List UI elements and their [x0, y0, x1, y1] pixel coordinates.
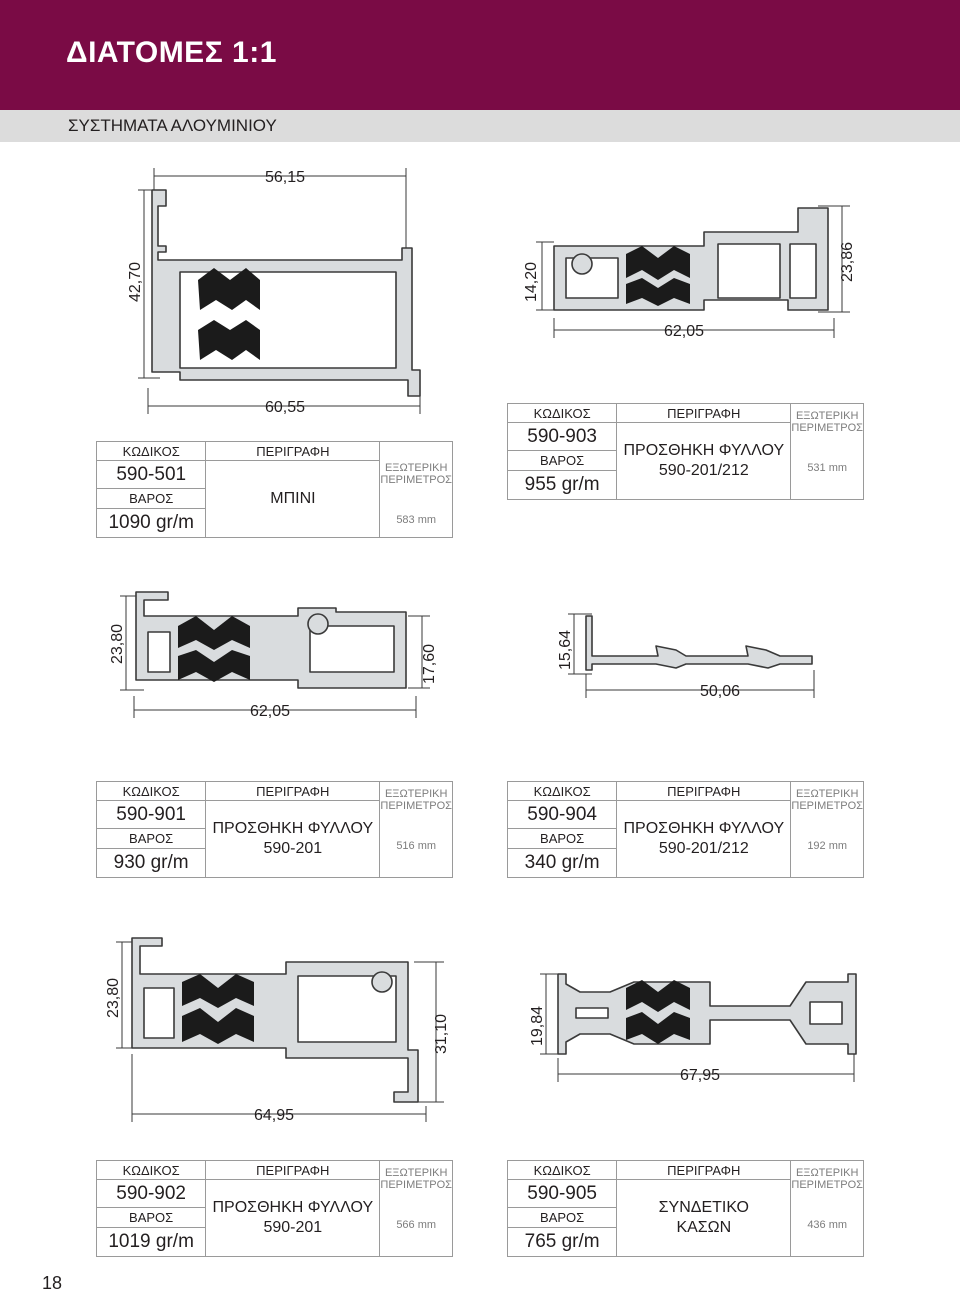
dimension-vertical-right: 31,10	[433, 1013, 450, 1054]
profile-section	[136, 592, 406, 688]
dimension-vertical-right: 23,86	[839, 241, 856, 282]
weight-label: ΒΑΡΟΣ	[508, 1208, 617, 1228]
code-header: ΚΩΔΙΚΟΣ	[508, 1161, 617, 1180]
perimeter-label-1: ΕΞΩΤΕΡΙΚΗ	[795, 410, 859, 422]
weight-label: ΒΑΡΟΣ	[97, 1208, 206, 1228]
subtitle-bar	[0, 110, 960, 142]
perimeter-label-1: ΕΞΩΤΕΡΙΚΗ	[384, 462, 448, 474]
perimeter-value: 566 mm	[396, 1219, 437, 1231]
page-number: 18	[42, 1273, 63, 1293]
profile-weight: 955 gr/m	[508, 471, 617, 500]
profile-code: 590-904	[508, 801, 617, 829]
page-header	[0, 0, 960, 110]
profile-section	[554, 208, 828, 310]
profile-code: 590-903	[508, 423, 617, 451]
description-line-1: ΣΥΝΔΕΤΙΚΟ	[658, 1199, 749, 1216]
profile-table-590-905	[507, 1160, 864, 1257]
profile-table-590-901	[96, 781, 453, 878]
perimeter-label-2: ΠΕΡΙΜΕΤΡΟΣ	[380, 474, 452, 486]
profile-code: 590-902	[97, 1180, 206, 1208]
profile-code: 590-901	[97, 801, 206, 829]
profile-code: 590-501	[97, 461, 206, 489]
description-line-2: 590-201/212	[658, 840, 749, 857]
dimension-vertical-right: 17,60	[421, 643, 438, 684]
profile-description	[206, 461, 380, 538]
dimension-horizontal: 67,95	[680, 1067, 721, 1084]
code-header: ΚΩΔΙΚΟΣ	[508, 404, 617, 423]
dimension-vertical-left: 14,20	[523, 261, 540, 302]
description-header: ΠΕΡΙΓΡΑΦΗ	[617, 782, 791, 801]
code-header: ΚΩΔΙΚΟΣ	[508, 782, 617, 801]
description-header: ΠΕΡΙΓΡΑΦΗ	[617, 404, 791, 423]
profile-drawing-590-905	[510, 968, 870, 1088]
perimeter-cell	[791, 782, 864, 878]
perimeter-value: 531 mm	[807, 462, 848, 474]
perimeter-cell	[791, 404, 864, 500]
profile-description	[617, 423, 791, 500]
dimension-horizontal: 62,05	[250, 703, 291, 720]
description-line-2: 590-201	[263, 840, 323, 857]
dimension-vertical: 19,84	[529, 1005, 546, 1046]
profile-section	[132, 938, 418, 1102]
perimeter-value: 436 mm	[807, 1219, 848, 1231]
description-header: ΠΕΡΙΓΡΑΦΗ	[206, 442, 380, 461]
perimeter-label-2: ΠΕΡΙΜΕΤΡΟΣ	[380, 1179, 452, 1191]
profile-hook	[308, 614, 328, 634]
perimeter-value: 583 mm	[396, 514, 437, 526]
description-header: ΠΕΡΙΓΡΑΦΗ	[206, 1161, 380, 1180]
profile-section	[586, 616, 812, 670]
profile-drawing-590-501	[120, 160, 440, 420]
profile-code: 590-905	[508, 1180, 617, 1208]
description-line-2: ΚΑΣΩΝ	[676, 1219, 732, 1236]
perimeter-cell	[380, 1161, 453, 1257]
profile-table-590-902	[96, 1160, 453, 1257]
perimeter-label-1: ΕΞΩΤΕΡΙΚΗ	[795, 788, 859, 800]
dimension-horizontal: 60,55	[265, 399, 306, 416]
perimeter-label-2: ΠΕΡΙΜΕΤΡΟΣ	[791, 800, 863, 812]
page-title: ΔΙΑΤΟΜΕΣ 1:1	[66, 36, 277, 69]
description-header: ΠΕΡΙΓΡΑΦΗ	[206, 782, 380, 801]
profile-hook	[372, 972, 392, 992]
perimeter-cell	[380, 442, 453, 538]
profile-weight: 930 gr/m	[97, 849, 206, 878]
dimension-vertical-left: 23,80	[109, 623, 126, 664]
dimension-horizontal: 50,06	[700, 683, 741, 700]
profile-description	[206, 801, 380, 878]
code-header: ΚΩΔΙΚΟΣ	[97, 442, 206, 461]
dimension-horizontal: 62,05	[664, 323, 705, 340]
description-line-2: 590-201/212	[658, 462, 749, 479]
weight-label: ΒΑΡΟΣ	[97, 489, 206, 509]
profile-table-590-501	[96, 441, 453, 538]
weight-label: ΒΑΡΟΣ	[97, 829, 206, 849]
dimension-top: 56,15	[265, 169, 306, 186]
perimeter-label-1: ΕΞΩΤΕΡΙΚΗ	[384, 1167, 448, 1179]
profile-description	[617, 1180, 791, 1257]
page-subtitle: ΣΥΣΤΗΜΑΤΑ ΑΛΟΥΜΙΝΙΟΥ	[68, 116, 277, 135]
description-line-1: ΠΡΟΣΘΗΚΗ ΦΥΛΛΟΥ	[623, 442, 785, 459]
profile-weight: 1019 gr/m	[97, 1228, 206, 1257]
perimeter-label-1: ΕΞΩΤΕΡΙΚΗ	[795, 1167, 859, 1179]
profile-drawing-590-901	[104, 576, 454, 721]
profile-description	[617, 801, 791, 878]
description-line-1: ΠΡΟΣΘΗΚΗ ΦΥΛΛΟΥ	[623, 820, 785, 837]
dimension-vertical: 15,64	[557, 629, 574, 670]
profile-section	[558, 974, 856, 1054]
profile-section	[152, 190, 420, 396]
description-line-2: 590-201	[263, 1219, 323, 1236]
perimeter-label-2: ΠΕΡΙΜΕΤΡΟΣ	[791, 422, 863, 434]
profile-drawing-590-904	[552, 610, 822, 705]
profile-weight: 765 gr/m	[508, 1228, 617, 1257]
description-line-1: ΜΠΙΝΙ	[270, 490, 316, 507]
perimeter-label-2: ΠΕΡΙΜΕΤΡΟΣ	[380, 800, 452, 812]
perimeter-cell	[380, 782, 453, 878]
weight-label: ΒΑΡΟΣ	[508, 451, 617, 471]
description-line-1: ΠΡΟΣΘΗΚΗ ΦΥΛΛΟΥ	[212, 1199, 374, 1216]
thermal-break	[198, 268, 260, 360]
perimeter-cell	[791, 1161, 864, 1257]
profile-description	[206, 1180, 380, 1257]
profile-weight: 340 gr/m	[508, 849, 617, 878]
description-line-1: ΠΡΟΣΘΗΚΗ ΦΥΛΛΟΥ	[212, 820, 374, 837]
profile-hook	[572, 254, 592, 274]
profile-table-590-903	[507, 403, 864, 500]
weight-label: ΒΑΡΟΣ	[508, 829, 617, 849]
profile-weight: 1090 gr/m	[97, 509, 206, 538]
profile-drawing-590-903	[508, 200, 858, 350]
description-header: ΠΕΡΙΓΡΑΦΗ	[617, 1161, 791, 1180]
profile-table-590-904	[507, 781, 864, 878]
perimeter-label-1: ΕΞΩΤΕΡΙΚΗ	[384, 788, 448, 800]
perimeter-label-2: ΠΕΡΙΜΕΤΡΟΣ	[791, 1179, 863, 1191]
code-header: ΚΩΔΙΚΟΣ	[97, 782, 206, 801]
dimension-vertical: 42,70	[127, 261, 144, 302]
perimeter-value: 192 mm	[807, 840, 848, 852]
dimension-vertical-left: 23,80	[105, 977, 122, 1018]
code-header: ΚΩΔΙΚΟΣ	[97, 1161, 206, 1180]
dimension-horizontal: 64,95	[254, 1107, 295, 1124]
profile-drawing-590-902	[96, 930, 466, 1130]
perimeter-value: 516 mm	[396, 840, 437, 852]
